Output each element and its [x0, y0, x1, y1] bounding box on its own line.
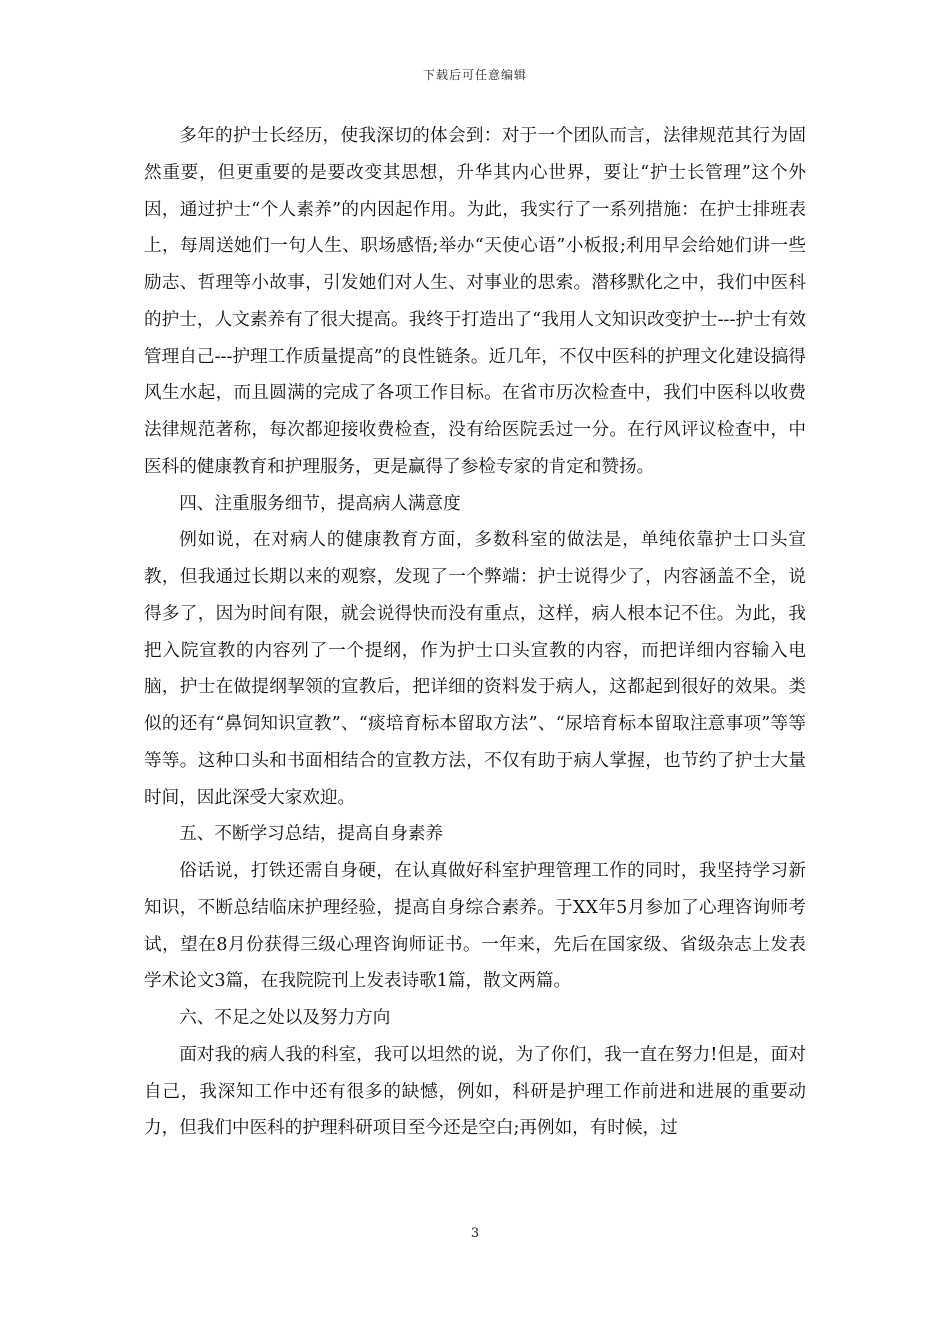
paragraph-team-management: 多年的护士长经历，使我深切的体会到：对于一个团队而言，法律规范其行为固然重要，但更重要的是要改变其思想，升华其内心世界，要让“护士长管理”这个外因，通过护士“个人素养”的内因起作用。为此，我实行了一系列措施：在护士排班表上，每周送她们一句人生、职场感悟;举办“天使心语”小板报;利用早会给她们讲一些励志、哲理等小故事，引发她们对人生、对事业的思索。潜移默化之中，我们中医科的护士，人文素养有了很大提高。我终于打造出了“我用人文知识改变护士---护士有效管理自己---护理工作质量提高”的良性链条。近几年，不仅中医科的护理文化建设搞得风生水起，而且圆满的完成了各项工作目标。在省市历次检查中，我们中医科以收费法律规范著称，每次都迎接收费检查，没有给医院丢过一分。在行风评议检查中，中医科的健康教育和护理服务，更是赢得了参检专家的肯定和赞扬。	[144, 126, 806, 477]
paragraph-health-education: 例如说，在对病人的健康教育方面，多数科室的做法是，单纯依靠护士口头宣教，但我通过长期以来的观察，发现了一个弊端：护士说得少了，内容涵盖不全，说得多了，因为时间有限，就会说得快而没有重点，这样，病人根本记不住。为此，我把入院宣教的内容列了一个提纲，作为护士口头宣教的内容，而把详细内容输入电脑，护士在做提纲挈领的宣教后，把详细的资料发于病人，这都起到很好的效果。类似的还有“鼻饲知识宣教”、“痰培育标本留取方法”、“尿培育标本留取注意事项”等等等等。这种口头和书面相结合的宣教方法，不仅有助于病人掌握，也节约了护士大量时间，因此深受大家欢迎。	[144, 530, 806, 808]
section-heading-service-details: 四、注重服务细节，提高病人满意度	[179, 493, 461, 514]
page-header: 下载后可任意编辑	[422, 68, 527, 82]
paragraph-self-improvement: 俗话说，打铁还需自身硬，在认真做好科室护理管理工作的同时，我坚持学习新知识，不断总结临床护理经验，提高自身综合素养。于XX年5月参加了心理咨询师考试，望在8月份获得三级心理咨询师证书。一年来，先后在国家级、省级杂志上发表学术论文3篇，在我院院刊上发表诗歌1篇，散文两篇。	[144, 861, 806, 992]
document-body	[144, 118, 806, 1147]
section-heading-continuous-learning: 五、不断学习总结，提高自身素养	[179, 824, 444, 845]
section-heading-shortcomings: 六、不足之处以及努力方向	[179, 1008, 391, 1028]
paragraph-shortcomings: 面对我的病人我的科室，我可以坦然的说，为了你们，我一直在努力!但是，面对自己，我深知工作中还有很多的缺憾，例如，科研是护理工作前进和进展的重要动力，但我们中医科的护理科研项目至今还是空白;再例如，有时候，过	[144, 1044, 806, 1139]
page-number: 3	[470, 1226, 480, 1241]
